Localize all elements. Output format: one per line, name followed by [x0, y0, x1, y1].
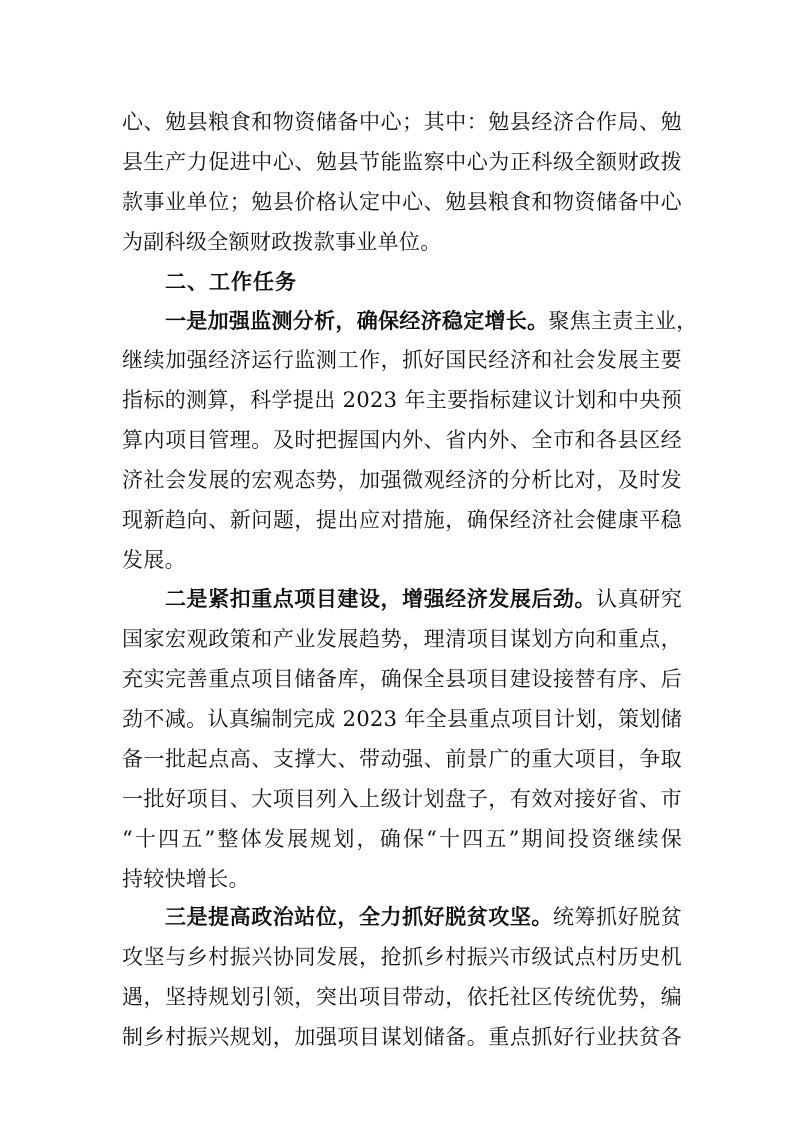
task-3-line: 制乡村振兴规划，加强项目谋划储备。重点抓好行业扶贫各: [122, 1025, 682, 1049]
task-1-first-rest: 聚焦主责主业，: [548, 309, 698, 333]
task-2-line: 一批好项目、大项目列入上级计划盘子，有效对接好省、市: [122, 787, 682, 811]
intro-line: 心、勉县粮食和物资储备中心；其中：勉县经济合作局、勉: [122, 110, 682, 134]
task-3-first-line: [165, 903, 682, 931]
task-2-first-rest: 认真研究: [596, 587, 683, 611]
task-3-lead: 三是提高政治站位，全力抓好脱贫攻坚。: [165, 904, 553, 929]
intro-line: 县生产力促进中心、勉县节能监察中心为正科级全额财政拨: [122, 150, 682, 174]
task-2-line: 备一批起点高、支撑大、带动强、前景广的重大项目，争取: [122, 747, 682, 771]
task-2-line: 充实完善重点项目储备库，确保全县项目建设接替有序、后: [122, 667, 682, 691]
task-3-line: 遇，坚持规划引领，突出项目带动，依托社区传统优势，编: [122, 985, 682, 1009]
task-1-line: 发展。: [122, 548, 186, 572]
task-1-line: 继续加强经济运行监测工作，抓好国民经济和社会发展主要: [122, 348, 682, 372]
intro-line: 为副科级全额财政拨款事业单位。: [122, 230, 442, 254]
intro-line: 款事业单位；勉县价格认定中心、勉县粮食和物资储备中心: [122, 190, 682, 214]
section-heading: 二、工作任务: [165, 270, 297, 294]
task-3-first-rest: 统筹抓好脱贫: [552, 905, 682, 929]
task-1-line: 济社会发展的宏观态势，加强微观经济的分析比对，及时发: [122, 468, 682, 492]
task-1-line: 现新趋向、新问题，提出应对措施，确保经济社会健康平稳: [122, 508, 682, 532]
task-2-line: 国家宏观政策和产业发展趋势，理清项目谋划方向和重点，: [122, 627, 682, 651]
task-2-line: 持较快增长。: [122, 867, 250, 891]
task-3-line: 攻坚与乡村振兴协同发展，抢抓乡村振兴市级试点村历史机: [122, 945, 682, 969]
task-1-line: 算内项目管理。及时把握国内外、省内外、全市和各县区经: [122, 428, 682, 452]
task-1-line: 指标的测算，科学提出 2023 年主要指标建议计划和中央预: [122, 388, 682, 412]
task-1-first-line: [165, 307, 698, 335]
task-2-line: 劲不减。认真编制完成 2023 年全县重点项目计划，策划储: [122, 707, 682, 731]
task-2-first-line: [165, 585, 682, 613]
task-2-lead: 二是紧扣重点项目建设，增强经济发展后劲。: [165, 586, 597, 611]
task-2-line: “十四五”整体发展规划，确保“十四五”期间投资继续保: [122, 827, 682, 851]
task-1-lead: 一是加强监测分析，确保经济稳定增长。: [165, 308, 549, 333]
